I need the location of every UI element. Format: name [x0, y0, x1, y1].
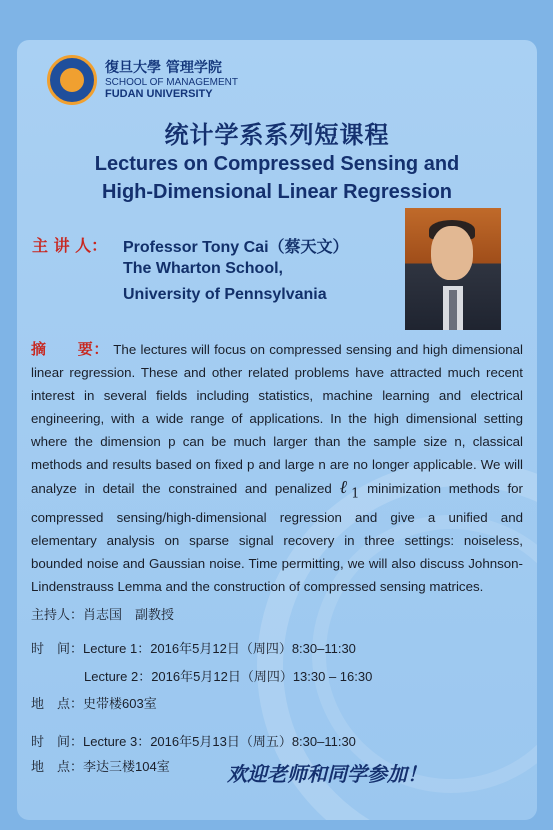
school-logo [47, 55, 238, 105]
logo-school-en: SCHOOL OF MANAGEMENT [105, 77, 238, 88]
schedule-time-3: 时 间：Lecture 3：2016年5月13日（周五）8:30–11:30 [31, 734, 356, 749]
host-line: 主持人：肖志国 副教授 [31, 607, 175, 622]
abstract-text-after: minimization methods for compressed sensing/high-dimensional regression and give a unified and elementary analysis on sparse signal recovery in three settings: noiseless, bounded noise and Gaussian noise. Time permitting, we will also discuss Johnson-Lindenstrauss Lemma and the construction of compressed sensing matrices. [31, 481, 523, 594]
seal-icon [47, 55, 97, 105]
abstract-paragraph [31, 338, 523, 598]
speaker-label: 主 讲 人： [32, 236, 108, 255]
speaker-photo [405, 208, 501, 330]
schedule-time-1: 时 间：Lecture 1：2016年5月12日（周四）8:30–11:30 [31, 641, 356, 656]
abstract-text-before: The lectures will focus on compressed sensing and high dimensional linear regression. These and other related problems have attracted much recent interest in several fields including statistics, machine learning and electrical engineering, with a wide range of applications. In the high dimensional setting where the dimension p can be much larger than the sample size n, classical methods and results based on fixed p and large n are no longer applicable. We will analyze in detail the constrained and penalized [31, 342, 523, 496]
schedule-place-2: 地 点：李达三楼104室 [31, 759, 170, 774]
title-en-line1: Lectures on Compressed Sensing and [94, 153, 460, 175]
abstract-label: 摘 要： [31, 340, 109, 358]
title-cn: 统计学系系列短课程 [164, 122, 390, 149]
schedule-place-1: 地 点：史带楼603室 [31, 696, 157, 711]
poster [17, 40, 537, 820]
ell-one-symbol: ℓ$_1$ [339, 477, 360, 502]
speaker-school: The Wharton School, [123, 260, 283, 277]
speaker-name: Professor Tony Cai（蔡天文） [123, 239, 349, 256]
logo-university-en: FUDAN UNIVERSITY [105, 88, 213, 100]
schedule-time-2: Lecture 2：2016年5月12日（周四）13:30 – 16:30 [84, 669, 373, 684]
title-en-line2: High-Dimensional Linear Regression [101, 181, 453, 203]
logo-name-cn: 復旦大學 管理学院 [105, 60, 222, 76]
welcome-message: 欢迎老师和同学参加！ [227, 762, 427, 786]
speaker-university: University of Pennsylvania [123, 286, 327, 303]
